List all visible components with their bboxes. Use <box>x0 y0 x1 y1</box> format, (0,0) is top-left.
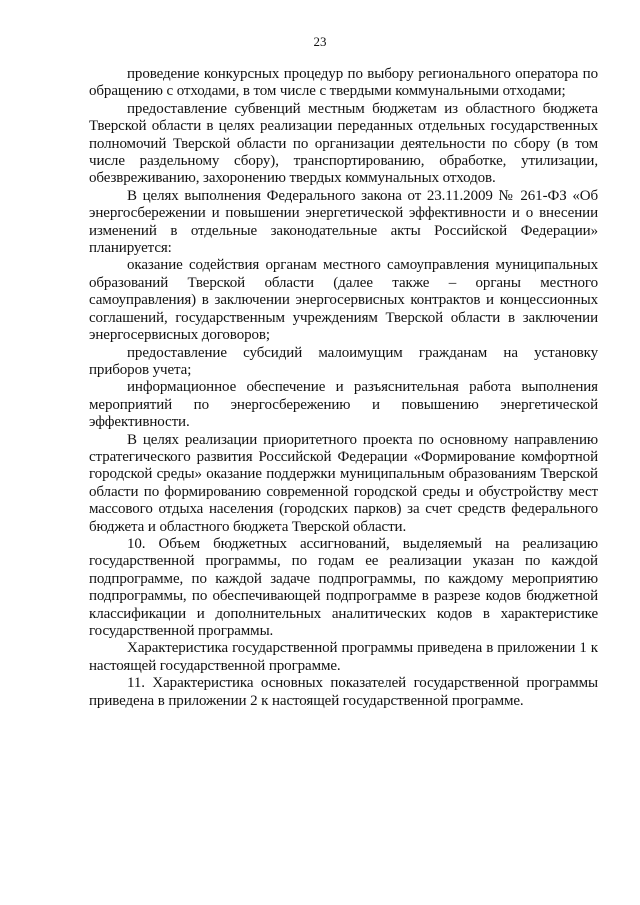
page-number: 23 <box>313 34 327 49</box>
paragraph-federal-law-261: В целях выполнения Федерального закона от 23.11.2009 № 261-ФЗ «Об энергосбережении и повышении энергетической эффективности и о внесении изменений в отдельные законодательные акты Российской Федерации» планируется: <box>89 187 598 257</box>
paragraph-urban-environment: В целях реализации приоритетного проекта по основному направлению стратегического развития Российской Федерации «Формирование комфортной городской среды» оказание поддержки муниципальным образованиям Тверской области по формированию современной городской среды и обустройству мест массового отдыха населения (городских парков) за счет средств федерального бюджета и областного бюджета Тверской области. <box>89 431 598 535</box>
paragraph-energy-contracts: оказание содействия органам местного самоуправления муниципальных образований Тверской области (далее также – органы местного самоуправления) в заключении энергосервисных контрактов и концессионных соглашений, государственным учреждениям Тверской области в заключении энергосервисных договоров; <box>89 257 598 344</box>
paragraph-regional-operator: проведение конкурсных процедур по выбору регионального оператора по обращению с отходами, в том числе с твердыми коммунальными отходами; <box>89 66 598 100</box>
paragraph-appendix-1: Характеристика государственной программы приведена в приложении 1 к настоящей государственной программе. <box>89 640 598 674</box>
paragraph-section-10: 10. Объем бюджетных ассигнований, выделяемый на реализацию государственной программы, по годам ее реализации указан по каждой подпрограмме, по каждой задаче подпрограммы, по каждому мероприятию подпрограммы, по обеспечивающей подпрограмме в разрезе кодов бюджетной классификации и дополнительных аналитических кодов в характеристике государственной программы. <box>89 535 598 639</box>
paragraph-section-11: 11. Характеристика основных показателей государственной программы приведена в приложении 2 к настоящей государственной программе. <box>89 675 598 709</box>
paragraph-metering-subsidies: предоставление субсидий малоимущим гражданам на установку приборов учета; <box>89 344 598 378</box>
paragraph-subventions: предоставление субвенций местным бюджетам из областного бюджета Тверской области в целях реализации переданных отдельных государственных полномочий Тверской области по организации деятельности по сбору (в том числе раздельному сбору), транспортированию, обработке, утилизации, обезвреживанию, захоронению твердых коммунальных отходов. <box>89 100 598 187</box>
paragraph-information-support: информационное обеспечение и разъяснительная работа выполнения мероприятий по энергосбережению и повышению энергетической эффективности. <box>89 379 598 431</box>
document-body <box>89 66 598 710</box>
